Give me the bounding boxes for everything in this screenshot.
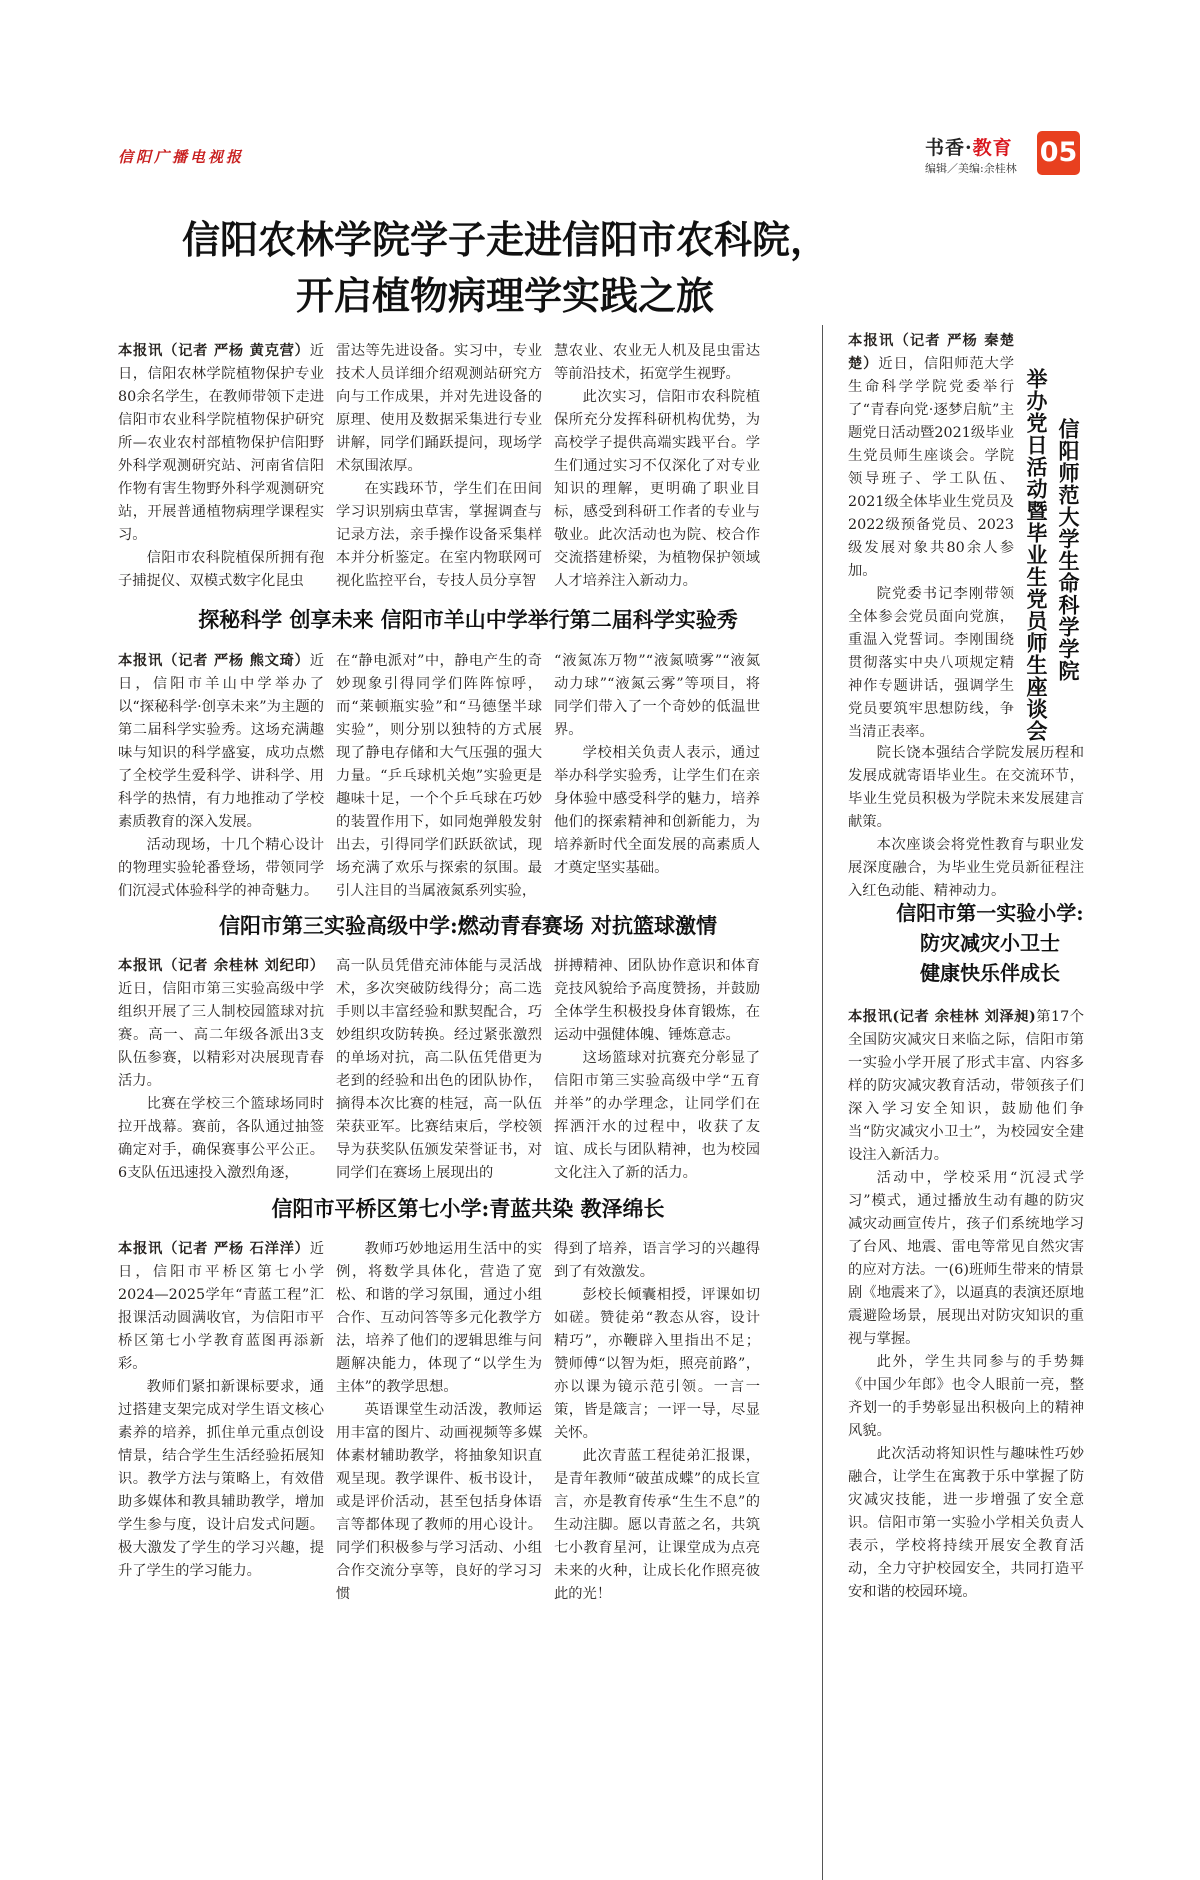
article6-headline: [840, 898, 1140, 988]
section-prefix: 书香·: [925, 137, 973, 159]
section-label: [925, 133, 1013, 160]
article4-byline: 本报讯（记者 严杨 石洋洋）: [118, 1241, 310, 1257]
article4-paragraph: 彭校长倾囊相授，评课如切如磋。赞徒弟“教态从容，设计精巧”，亦鞭辟入里指出不足；赞师傅“以智为炬，照亮前路”，亦以课为镜示范引领。一言一策，皆是箴言；一评一导，尽显关怀。: [554, 1287, 760, 1441]
article1-paragraph: 此次实习，信阳市农科院植保所充分发挥科研机构优势，为高校学子提供高端实践平台。学生们通过实习不仅深化了对专业知识的理解，更明确了职业目标，感受到科研工作者的专业与敬业。此次活动也为院、校合作交流搭建桥梁，为植物保护领域人才培养注入新动力。: [554, 389, 760, 589]
article2-paragraph: “液氮冻万物”“液氮喷雾”“液氮动力球”“液氮云雾”等项目，将同学们带入了一个奇妙的低温世界。: [554, 653, 760, 738]
article5-paragraph: 院党委书记李刚带领全体参会党员面向党旗，重温入党誓词。李刚围绕贯彻落实中央八项规定精神作专题讲话，强调学生党员要筑牢思想防线，争当清正表率。: [848, 586, 1014, 740]
article2-column-1: [118, 650, 324, 903]
article5-title-line1: 信阳师范大学生命科学学院: [1056, 418, 1081, 682]
article3-paragraph: 比赛在学校三个篮球场同时拉开战幕。赛前，各队通过抽签确定对手，确保赛事公平公正。6支队伍迅速投入激烈角逐，: [118, 1096, 324, 1181]
article2-column-2: [336, 650, 542, 903]
article3-paragraph: 高一队员凭借充沛体能与灵活战术，多次突破防线得分；高二选手则以丰富经验和默契配合，巧妙组织攻防转换。经过紧张激烈的单场对抗，高二队伍凭借更为老到的经验和出色的团队协作，摘得本次比赛的桂冠，高一队伍荣获亚军。比赛结束后，学校领导为获奖队伍颁发荣誉证书，对同学们在赛场上展现出的: [336, 958, 542, 1181]
article1-title-line1: 信阳农林学院学子走进信阳市农科院，: [181, 217, 828, 262]
article1-byline: 本报讯（记者 严杨 黄克营）: [118, 343, 310, 359]
article4-paragraph: 英语课堂生动活泼，教师运用丰富的图片、动画视频等多媒体素材辅助教学，将抽象知识直观呈现。教学课件、板书设计，或是评价活动，甚至包括身体语言等都体现了教师的用心设计。同学们积极参与学习活动、小组合作交流分享等，良好的学习习惯: [336, 1402, 542, 1602]
article6-byline: 本报讯(记者 余桂林 刘泽昶): [848, 1009, 1036, 1025]
article1-title-line2: 开启植物病理学实践之旅: [295, 273, 714, 318]
article6-title-line3: 健康快乐伴成长: [920, 961, 1060, 985]
article3-column-3: [554, 955, 760, 1185]
article6-body: [848, 1006, 1084, 1604]
article2-headline: 探秘科学 创享未来 信阳市羊山中学举行第二届科学实验秀: [198, 607, 738, 632]
article4-paragraph: 得到了培养，语言学习的兴趣得到了有效激发。: [554, 1241, 760, 1280]
article6-paragraph: 此次活动将知识性与趣味性巧妙融合，让学生在寓教于乐中掌握了防灾减灾技能，进一步增强了安全意识。信阳市第一实验小学相关负责人表示，学校将持续开展安全教育活动，全力守护校园安全，共同打造平安和谐的校园环境。: [848, 1446, 1084, 1600]
column-divider: [822, 325, 823, 1880]
article5-body-top: [848, 330, 1014, 744]
article6-paragraph: 第17个全国防灾减灾日来临之际，信阳市第一实验小学开展了形式丰富、内容多样的防灾减灾教育活动，带领孩子们深入学习安全知识，鼓励他们争当“防灾减灾小卫士”，为校园安全建设注入新活力。: [848, 1009, 1084, 1163]
article5-paragraph: 近日，信阳师范大学生命科学学院党委举行了“青春向党·逐梦启航”主题党日活动暨2021级毕业生党员师生座谈会。学院领导班子、学工队伍、2021级全体毕业生党员及2022级预备党员、2023级发展对象共80余人参加。: [848, 356, 1015, 579]
newspaper-masthead: 信阳广播电视报: [118, 148, 245, 166]
article3-paragraph: 拼搏精神、团队协作意识和体育竞技风貌给予高度赞扬，并鼓励全体学生积极投身体育锻炼，在运动中强健体魄、锤炼意志。: [554, 958, 760, 1043]
article3-headline: 信阳市第三实验高级中学:燃动青春赛场 对抗篮球激情: [218, 913, 718, 938]
article6-paragraph: 此外，学生共同参与的手势舞《中国少年郎》也令人眼前一亮，整齐划一的手势彰显出积极向上的精神风貌。: [848, 1354, 1084, 1439]
article1-paragraph: 信阳市农科院植保所拥有孢子捕捉仪、双模式数字化昆虫: [118, 550, 324, 589]
article4-paragraph: 教师们紧扣新课标要求，通过搭建支架完成对学生语文核心素养的培养，抓住单元重点创设情景，结合学生生活经验拓展知识。教学方法与策略上，有效借助多媒体和教具辅助教学，增加学生参与度，设计启发式问题。极大激发了学生的学习兴趣，提升了学生的学习能力。: [118, 1379, 324, 1579]
article4-paragraph: 此次青蓝工程徒弟汇报课，是青年教师“破茧成蝶”的成长宣言，亦是教育传承“生生不息”的生动注脚。愿以青蓝之名，共筑七小教育星河，让课堂成为点亮未来的火种，让成长化作照亮彼此的光！: [554, 1448, 760, 1602]
article4-paragraph: 教师巧妙地运用生活中的实例，将数学具体化，营造了宽松、和谐的学习氛围，通过小组合作、互动问答等多元化教学方法，培养了他们的逻辑思维与问题解决能力，体现了“以学生为主体”的教学思想。: [336, 1241, 542, 1395]
article1-paragraph: 在实践环节，学生们在田间学习识别病虫草害，掌握调查与记录方法，亲手操作设备采集样本并分析鉴定。在室内物联网可视化监控平台，专技人员分享智: [336, 481, 542, 589]
article1-paragraph: 近日，信阳农林学院植物保护专业80余名学生，在教师带领下走进信阳市农业科学院植物保护研究所—农业农村部植物保护信阳野外科学观测研究站、河南省信阳作物有害生物野外科学观测研究站，开展普通植物病理学课程实习。: [118, 343, 324, 543]
article1-paragraph: 慧农业、农业无人机及昆虫雷达等前沿技术，拓宽学生视野。: [554, 343, 760, 382]
article1-column-3: [554, 340, 760, 593]
article3-paragraph: 这场篮球对抗赛充分彰显了信阳市第三实验高级中学“五育并举”的办学理念，让同学们在挥洒汗水的过程中，收获了友谊、成长与团队精神，也为校园文化注入了新的活力。: [554, 1050, 760, 1181]
article2-byline: 本报讯（记者 严杨 熊文琦）: [118, 653, 310, 669]
article3-column-2: [336, 955, 542, 1185]
article2-column-3: [554, 650, 760, 880]
article1-column-1: [118, 340, 324, 593]
article5-paragraph: 院长饶本强结合学院发展历程和发展成就寄语毕业生。在交流环节，毕业生党员积极为学院未来发展建言献策。: [848, 745, 1084, 830]
article4-paragraph: 近日，信阳市平桥区第七小学2024—2025学年“青蓝工程”汇报课活动圆满收官，为信阳市平桥区第七小学教育蓝图再添新彩。: [118, 1241, 324, 1372]
article1-paragraph: 雷达等先进设备。实习中，专业技术人员详细介绍观测站研究方向与工作成果，并对先进设备的原理、使用及数据采集进行专业讲解，同学们踊跃提问，现场学术氛围浓厚。: [336, 343, 542, 474]
article3-byline: 本报讯（记者 余桂林 刘纪印）: [118, 958, 324, 974]
article3-column-1: [118, 955, 324, 1185]
article3-paragraph: 近日，信阳市第三实验高级中学组织开展了三人制校园篮球对抗赛。高一、高二年级各派出3支队伍参赛，以精彩对决展现青春活力。: [118, 981, 324, 1089]
article4-column-1: [118, 1238, 324, 1583]
article2-paragraph: 近日，信阳市羊山中学举办了以“探秘科学·创享未来”为主题的第二届科学实验秀。这场充满趣味与知识的科学盛宴，成功点燃了全校学生爱科学、讲科学、用科学的热情，有力地推动了学校素质教育的深入发展。: [118, 653, 324, 830]
article1-column-2: [336, 340, 542, 593]
section-name: 教育: [972, 137, 1013, 159]
article5-title-line2: 举办党日活动暨毕业生党员师生座谈会: [1024, 368, 1049, 742]
article6-paragraph: 活动中，学校采用“沉浸式学习”模式，通过播放生动有趣的防灾减灾动画宣传片，孩子们系统地学习了台风、地震、雷电等常见自然灾害的应对方法。一(6)班师生带来的情景剧《地震来了》，以逼真的表演还原地震避险场景，展现出对防灾知识的重视与掌握。: [848, 1170, 1084, 1347]
article4-headline: 信阳市平桥区第七小学:青蓝共染 教泽绵长: [271, 1196, 665, 1221]
page-number-badge: 05: [1037, 131, 1080, 175]
article2-paragraph: 在“静电派对”中，静电产生的奇妙现象引得同学们阵阵惊呼，而“莱顿瓶实验”和“马德堡半球实验”，则分别以独特的方式展现了静电存储和大气压强的强大力量。“乒乓球机关炮”实验更是趣味十足，一个个乒乓球在巧妙的装置作用下，如同炮弹般发射出去，引得同学们跃跃欲试，现场充满了欢乐与探索的氛围。最引人注目的当属液氮系列实验，: [336, 653, 542, 899]
article2-paragraph: 活动现场，十几个精心设计的物理实验轮番登场，带领同学们沉浸式体验科学的神奇魅力。: [118, 837, 324, 899]
article4-column-2: [336, 1238, 542, 1606]
editor-credit: 编辑／美编:余桂林: [925, 162, 1017, 175]
article6-title-line1: 信阳市第一实验小学:: [896, 901, 1084, 925]
article1-headline: [140, 212, 870, 324]
article4-column-3: [554, 1238, 760, 1606]
article5-paragraph: 本次座谈会将党性教育与职业发展深度融合，为毕业生党员新征程注入红色动能、精神动力。: [848, 837, 1084, 899]
article2-paragraph: 学校相关负责人表示，通过举办科学实验秀，让学生们在亲身体验中感受科学的魅力，培养他们的探索精神和创新能力，为培养新时代全面发展的高素质人才奠定坚实基础。: [554, 745, 760, 876]
article6-title-line2: 防灾减灾小卫士: [920, 931, 1060, 955]
article5-byline: 本报讯（记者 严杨 秦楚楚）: [848, 333, 1014, 372]
article5-body-bottom: [848, 742, 1084, 903]
